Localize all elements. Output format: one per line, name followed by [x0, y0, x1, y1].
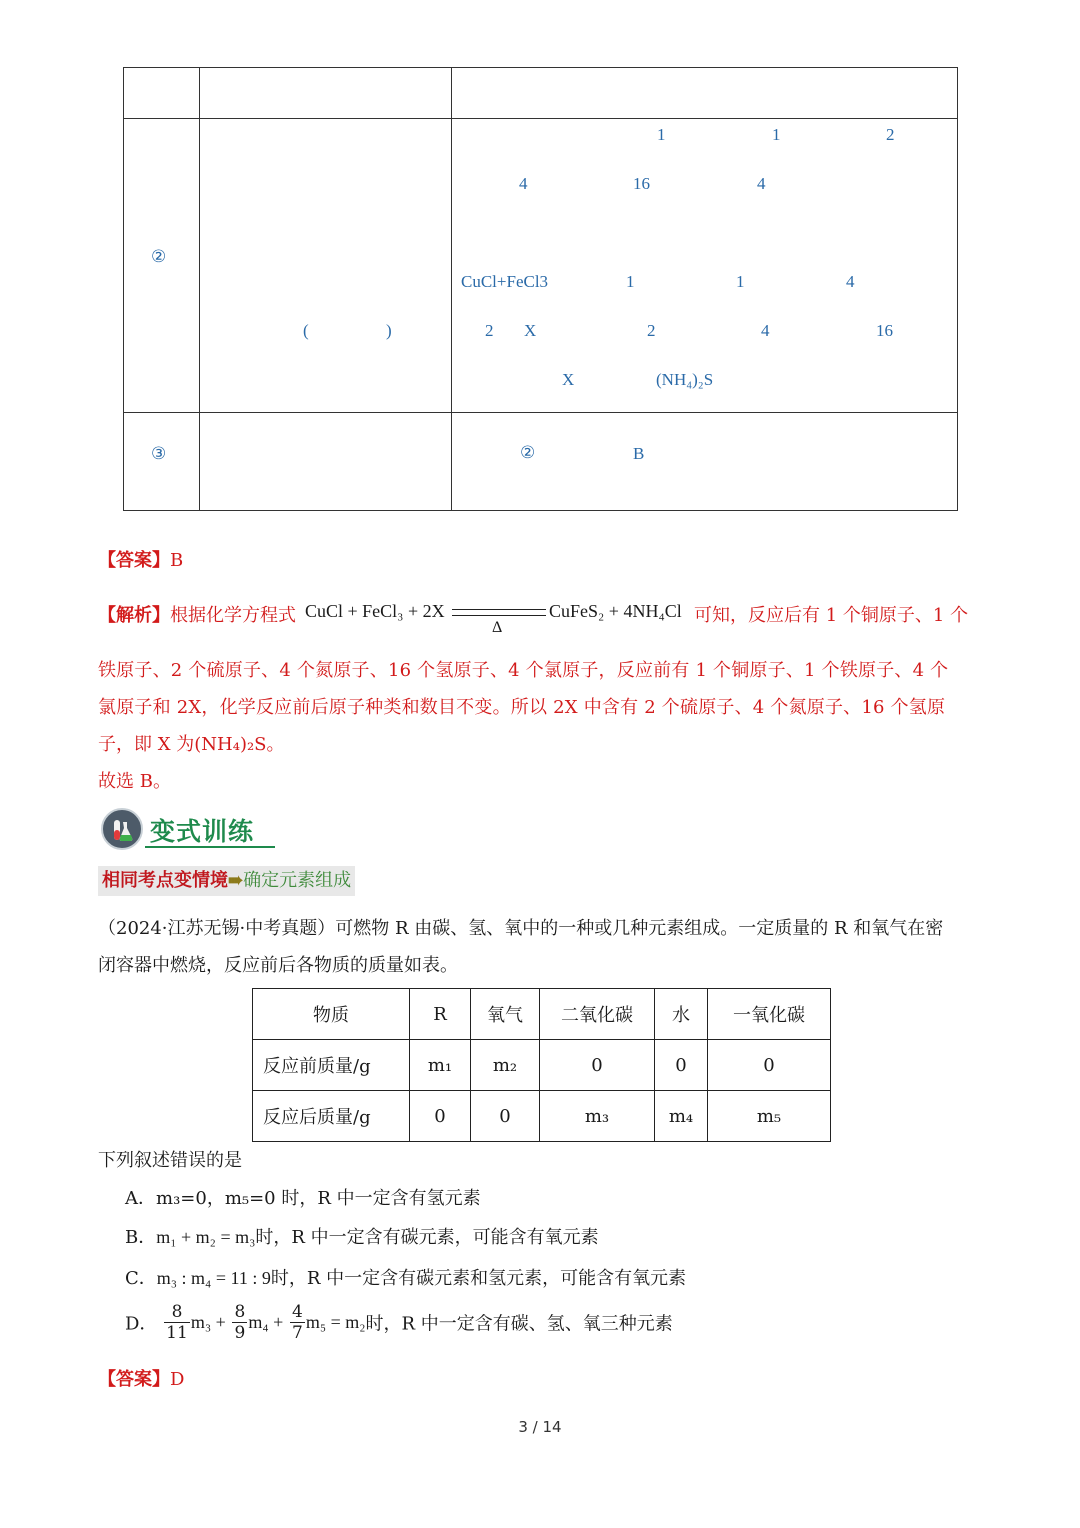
- cell-value: 1: [657, 125, 666, 144]
- header-cell: R: [410, 989, 471, 1040]
- row-marker-2: ②: [151, 247, 167, 266]
- cell-value: 1: [736, 272, 745, 291]
- fraction-numerator: 4: [291, 1302, 303, 1322]
- fraction-denominator: 7: [291, 1323, 303, 1343]
- fraction-denominator: 11: [166, 1323, 188, 1343]
- cell-value: B: [633, 444, 645, 463]
- question-prompt: 下列叙述错误的是: [98, 1150, 242, 1171]
- table-cell: 0: [540, 1040, 655, 1091]
- analysis-line-3: 氯原子和 2X，化学反应前后原子种类和数目不变。所以 2X 中含有 2 个硫原子、4 个氮原子、16 个氢原: [98, 697, 946, 718]
- paren-left: (: [303, 321, 309, 340]
- option-a: A．m₃=0，m₅=0 时，R 中一定含有氢元素: [125, 1188, 481, 1209]
- analysis-line-4: 子，即 X 为(NH₄)₂S。: [98, 734, 285, 755]
- analysis-line-1-tail: 可知，反应后有 1 个铜原子、1 个: [694, 605, 969, 626]
- table-cell: 0: [708, 1040, 831, 1091]
- topic-tag: [98, 866, 355, 896]
- cell-value: X: [524, 321, 537, 340]
- answer-1: [98, 546, 183, 572]
- page-number: 3 / 14: [518, 1418, 562, 1436]
- header-cell: 物质: [253, 989, 410, 1040]
- cell-value: 4: [761, 321, 770, 340]
- table-divider: [199, 68, 200, 510]
- option-c: [125, 1264, 686, 1290]
- option-math: m₁ + m₂ = m₃: [156, 1227, 256, 1247]
- equation-equals: [452, 609, 546, 616]
- equation-left: CuCl + FeCl₃ + 2X: [305, 601, 445, 621]
- cell-value: 2: [485, 321, 494, 340]
- fraction: [290, 1302, 305, 1343]
- answer-label: 【答案】: [98, 550, 170, 571]
- equation-condition: Δ: [492, 619, 503, 636]
- paren-right: ): [386, 321, 392, 340]
- option-math: m₅ = m₂: [305, 1312, 366, 1332]
- option-text: 时，R 中一定含有碳、氢、氧三种元素: [365, 1313, 673, 1335]
- table-cell: 0: [471, 1091, 540, 1142]
- question-line-2: 闭容器中燃烧，反应前后各物质的质量如表。: [98, 955, 458, 976]
- analysis-conclusion: 故选 B。: [98, 771, 171, 792]
- cell-value: 4: [519, 174, 528, 193]
- analysis-line-1: [98, 601, 296, 627]
- table-divider: [451, 68, 452, 510]
- table-divider: [124, 118, 957, 119]
- tag-part-1: 相同考点变情境: [102, 870, 228, 891]
- option-text: 时，R 中一定含有碳元素和氢元素，可能含有氧元素: [270, 1268, 687, 1289]
- cell-value: 2: [647, 321, 656, 340]
- option-text: 时，R 中一定含有碳元素，可能含有氧元素: [255, 1227, 599, 1248]
- answer-value: D: [170, 1369, 185, 1390]
- flask-icon: [101, 808, 143, 850]
- table-cell: m₁: [410, 1040, 471, 1091]
- analysis-line-2: 铁原子、2 个硫原子、4 个氮原子、16 个氢原子、4 个氯原子，反应前有 1 个铜原子、1 个铁原子、4 个: [98, 660, 949, 681]
- fraction: [164, 1302, 190, 1343]
- table-cell: m₅: [708, 1091, 831, 1142]
- option-math: m₄ +: [248, 1312, 284, 1332]
- table-row: [253, 1040, 831, 1091]
- table-cell: m₄: [655, 1091, 708, 1142]
- table-cell: 0: [410, 1091, 471, 1142]
- table-cell: 0: [655, 1040, 708, 1091]
- cell-value: 16: [633, 174, 650, 193]
- fraction-denominator: 9: [234, 1323, 246, 1343]
- analysis-label: 【解析】: [98, 605, 170, 626]
- option-math: m₃ +: [190, 1312, 226, 1332]
- fraction-numerator: 8: [234, 1302, 246, 1322]
- answer-2: [98, 1365, 184, 1391]
- cell-value: 4: [757, 174, 766, 193]
- cell-value: CuCl+FeCl3: [461, 272, 549, 291]
- cell-value: 2: [886, 125, 895, 144]
- table-cell: m₃: [540, 1091, 655, 1142]
- answer-label: 【答案】: [98, 1369, 170, 1390]
- table-divider: [124, 412, 957, 413]
- question-line-1: （2024·江苏无锡·中考真题）可燃物 R 由碳、氢、氧中的一种或几种元素组成。一定质量的 R 和氧气在密: [98, 918, 944, 939]
- table-cell: m₂: [471, 1040, 540, 1091]
- cell-value: 1: [626, 272, 635, 291]
- header-cell: 水: [655, 989, 708, 1040]
- option-math: m₃ : m₄ = 11 : 9: [156, 1268, 271, 1288]
- equation-right: CuFeS₂ + 4NH₄Cl: [549, 601, 682, 621]
- row-marker-3: ③: [151, 444, 167, 463]
- option-label: C．: [125, 1268, 157, 1289]
- badge-underline: [145, 846, 275, 848]
- fraction: [232, 1302, 247, 1343]
- answer-value: B: [170, 550, 184, 571]
- table-row: [253, 1091, 831, 1142]
- fraction-numerator: 8: [164, 1302, 190, 1323]
- cell-value: X: [562, 370, 575, 389]
- option-d: [125, 1302, 673, 1343]
- cell-value: ②: [520, 443, 536, 462]
- cell-value: (NH₄)₂S: [656, 370, 714, 389]
- table-header-row: [253, 989, 831, 1040]
- header-cell: 氧气: [471, 989, 540, 1040]
- tag-part-2: 确定元素组成: [243, 870, 352, 891]
- option-label: D．: [125, 1313, 158, 1335]
- row-label: 反应后质量/g: [253, 1091, 410, 1142]
- row-label: 反应前质量/g: [253, 1040, 410, 1091]
- analysis-lead: 根据化学方程式: [170, 605, 296, 626]
- cell-value: 1: [772, 125, 781, 144]
- mass-table: [252, 988, 831, 1142]
- header-cell: 一氧化碳: [708, 989, 831, 1040]
- cell-value: 16: [876, 321, 893, 340]
- cell-value: 4: [846, 272, 855, 291]
- option-label: B．: [125, 1227, 157, 1248]
- option-b: [125, 1223, 599, 1249]
- arrow-icon: ➠: [228, 870, 244, 891]
- header-cell: 二氧化碳: [540, 989, 655, 1040]
- section-badge-title: 变式训练: [150, 817, 255, 846]
